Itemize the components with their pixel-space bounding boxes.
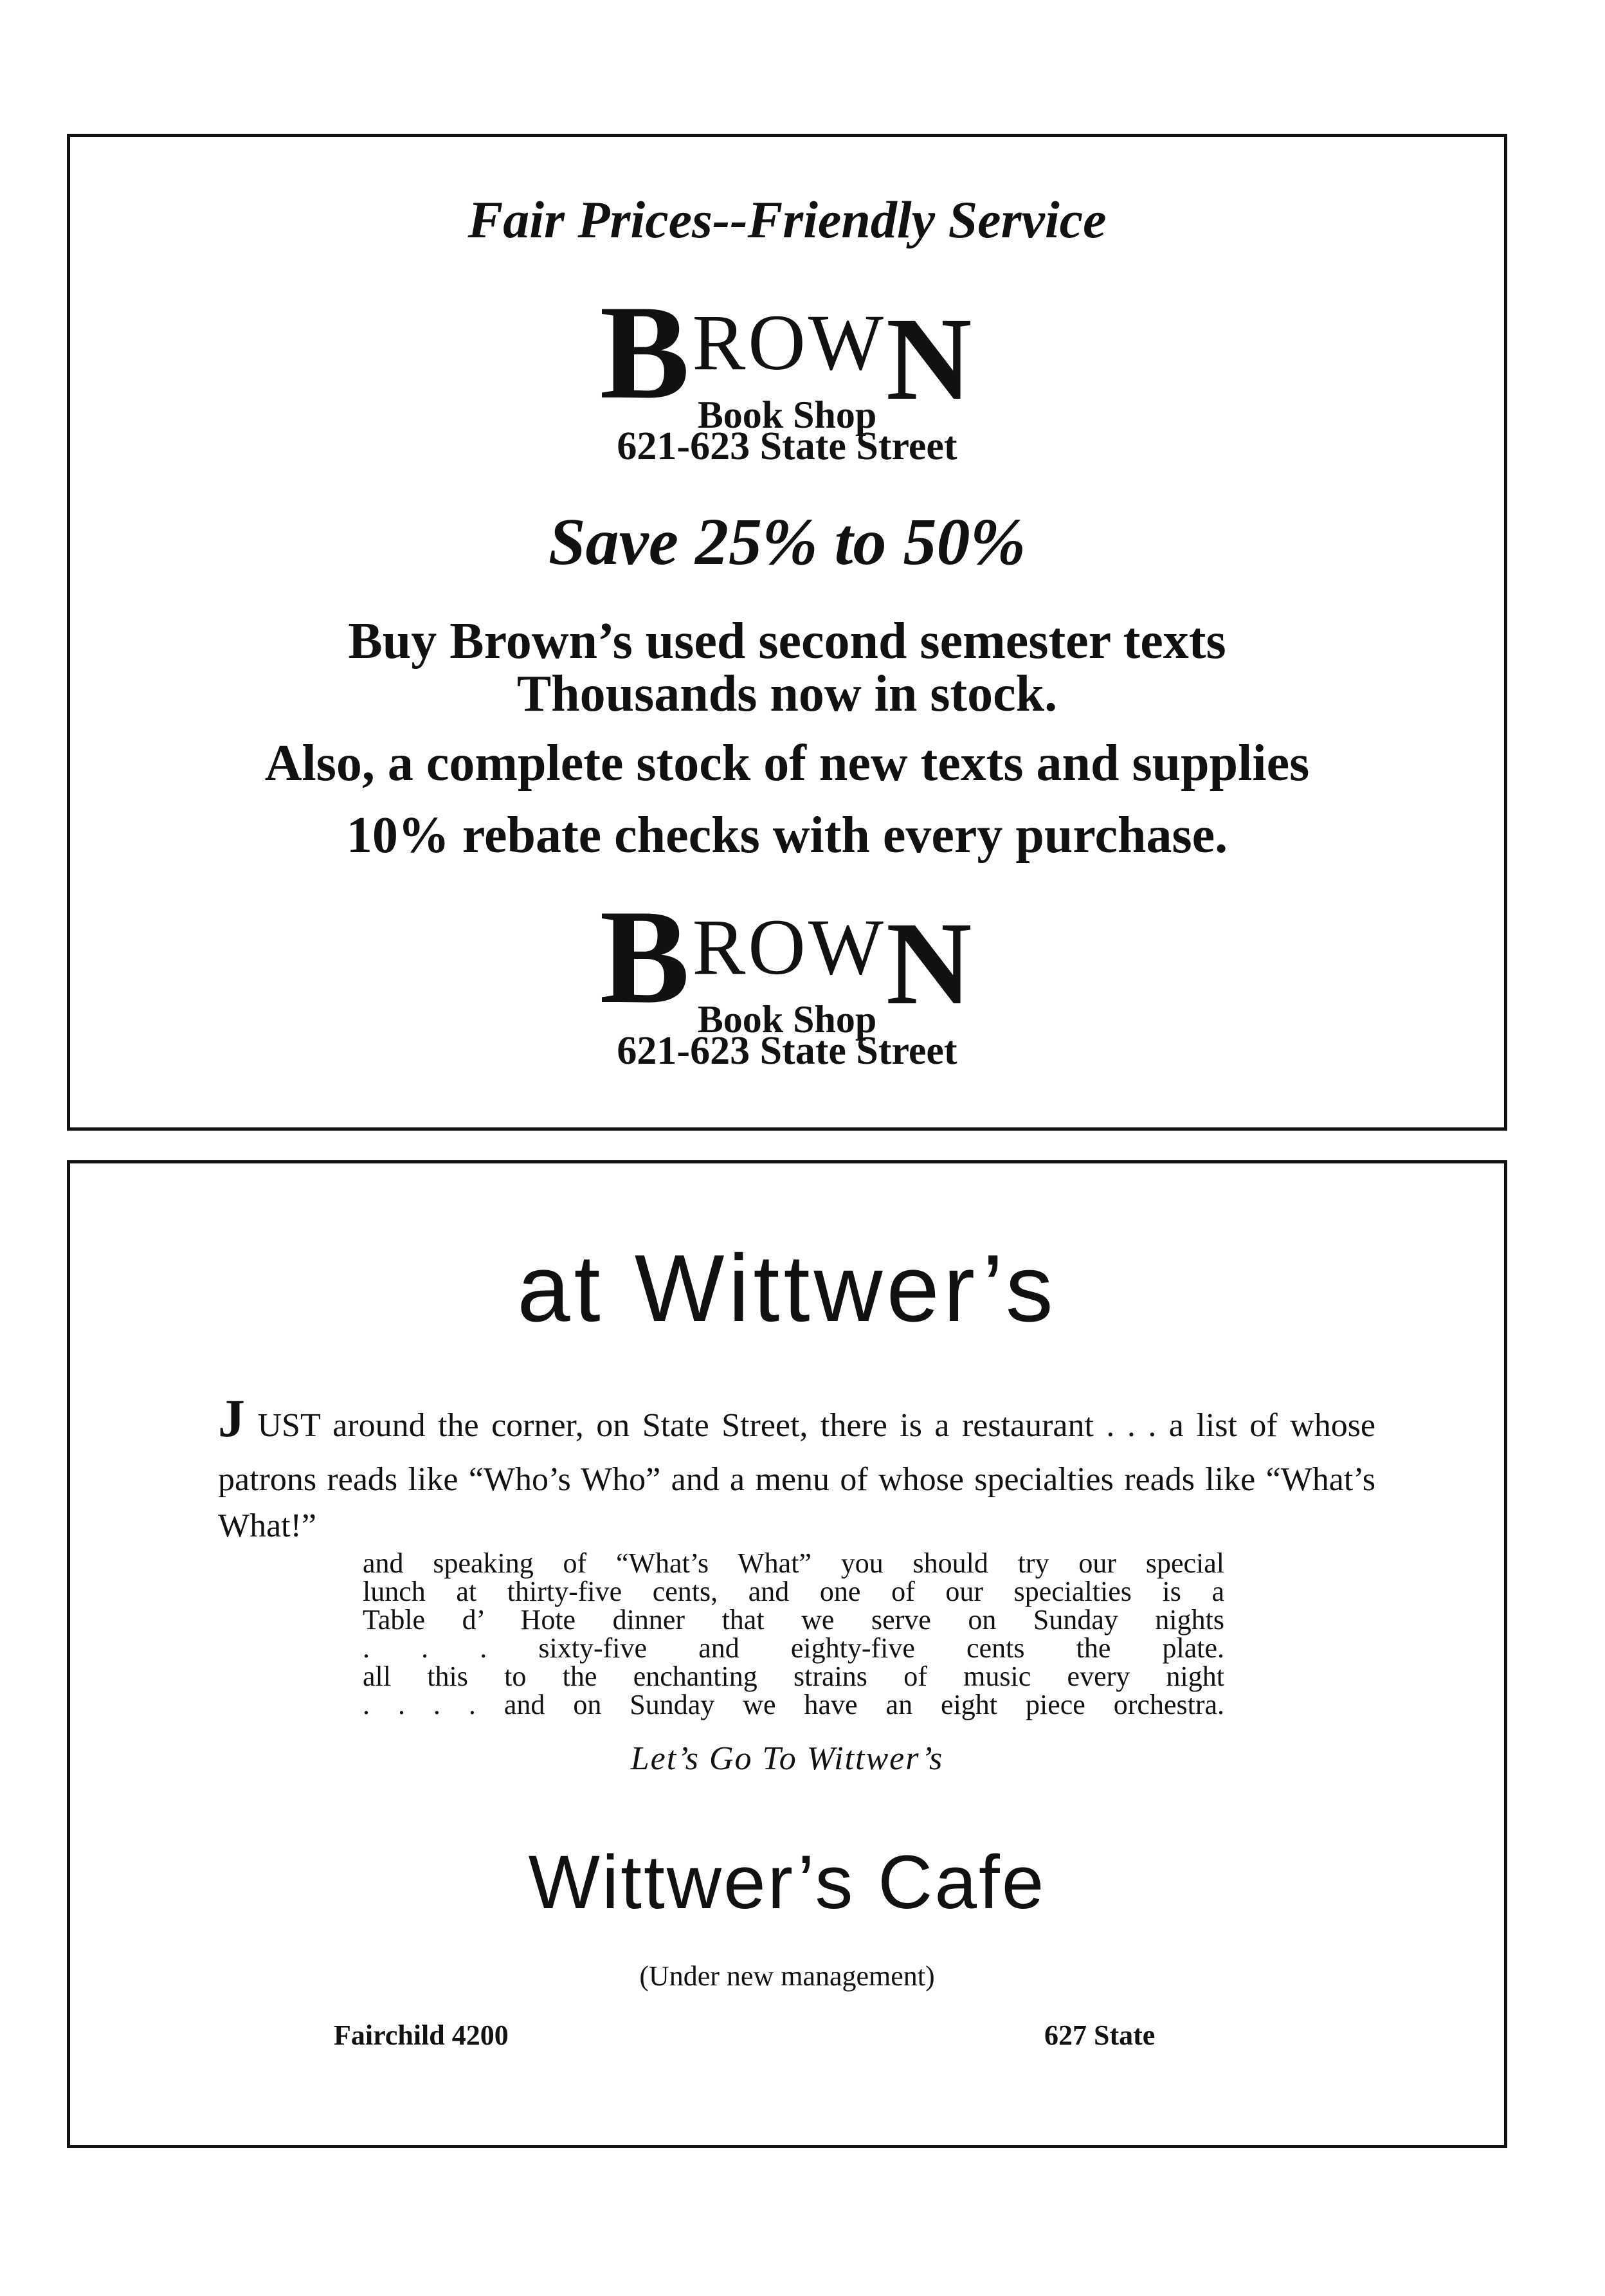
specials-line: Table d’ Hote dinner that we serve on Sunday nights [363, 1604, 1224, 1635]
brown-logo-subtitle: Book Shop [697, 394, 877, 436]
specials-line: and speaking of “What’s What” you should try our special [363, 1547, 1224, 1579]
specials-line: all this to the enchanting strains of music every night [363, 1661, 1224, 1692]
brown-logo-first-letter: B [599, 278, 693, 427]
wittwer-management-note: (Under new management) [639, 1960, 935, 1992]
brown-logo-bottom [70, 882, 1504, 1044]
wittwer-slogan: Let’s Go To Wittwer’s [630, 1740, 944, 1777]
brown-body-line: Also, a complete stock of new texts and supplies [264, 735, 1310, 792]
brown-logo-first-letter: B [599, 882, 693, 1032]
brown-body-line: Buy Brown’s used second semester texts [348, 613, 1226, 670]
wittwer-intro-dropcap: J [218, 1389, 245, 1448]
wittwer-intro-text: UST around the corner, on State Street, there is a restaurant . . . a list of whose patrons reads like “Who’s Who” and a menu of whose specialties reads like “What’s What!” [218, 1407, 1376, 1545]
brown-save-headline: Save 25% to 50% [548, 505, 1026, 579]
wittwer-specials-paragraph [363, 1549, 1224, 1719]
brown-logo [70, 278, 1504, 439]
brown-logo-middle: ROW [692, 903, 886, 991]
brown-tagline: Fair Prices--Friendly Service [467, 190, 1107, 249]
wittwer-cafe-name: Wittwer’s Cafe [528, 1840, 1046, 1925]
brown-logo-subtitle: Book Shop [697, 998, 877, 1041]
specials-line: lunch at thirty-five cents, and one of our specialties is a [363, 1576, 1224, 1607]
brown-body-line: 10% rebate checks with every purchase. [346, 807, 1228, 864]
brown-logo-last-letter: N [885, 898, 975, 1030]
wittwer-street-address: 627 State [1044, 2019, 1156, 2051]
specials-line: . . . sixty-five and eighty-five cents the plate. [363, 1632, 1224, 1664]
brown-address: 621-623 State Street [617, 424, 957, 468]
brown-address-bottom: 621-623 State Street [617, 1029, 957, 1073]
wittwer-title: at Wittwer’s [517, 1235, 1057, 1342]
wittwer-phone: Fairchild 4200 [334, 2019, 509, 2051]
specials-line: . . . . and on Sunday we have an eight piece orchestra. [363, 1689, 1224, 1720]
brown-logo-middle: ROW [692, 298, 886, 387]
brown-logo-last-letter: N [885, 293, 975, 425]
brown-book-shop-ad [67, 134, 1507, 1131]
wittwers-cafe-ad [67, 1160, 1507, 2148]
wittwer-intro-paragraph [218, 1381, 1375, 1550]
brown-body-line: Thousands now in stock. [516, 666, 1058, 722]
